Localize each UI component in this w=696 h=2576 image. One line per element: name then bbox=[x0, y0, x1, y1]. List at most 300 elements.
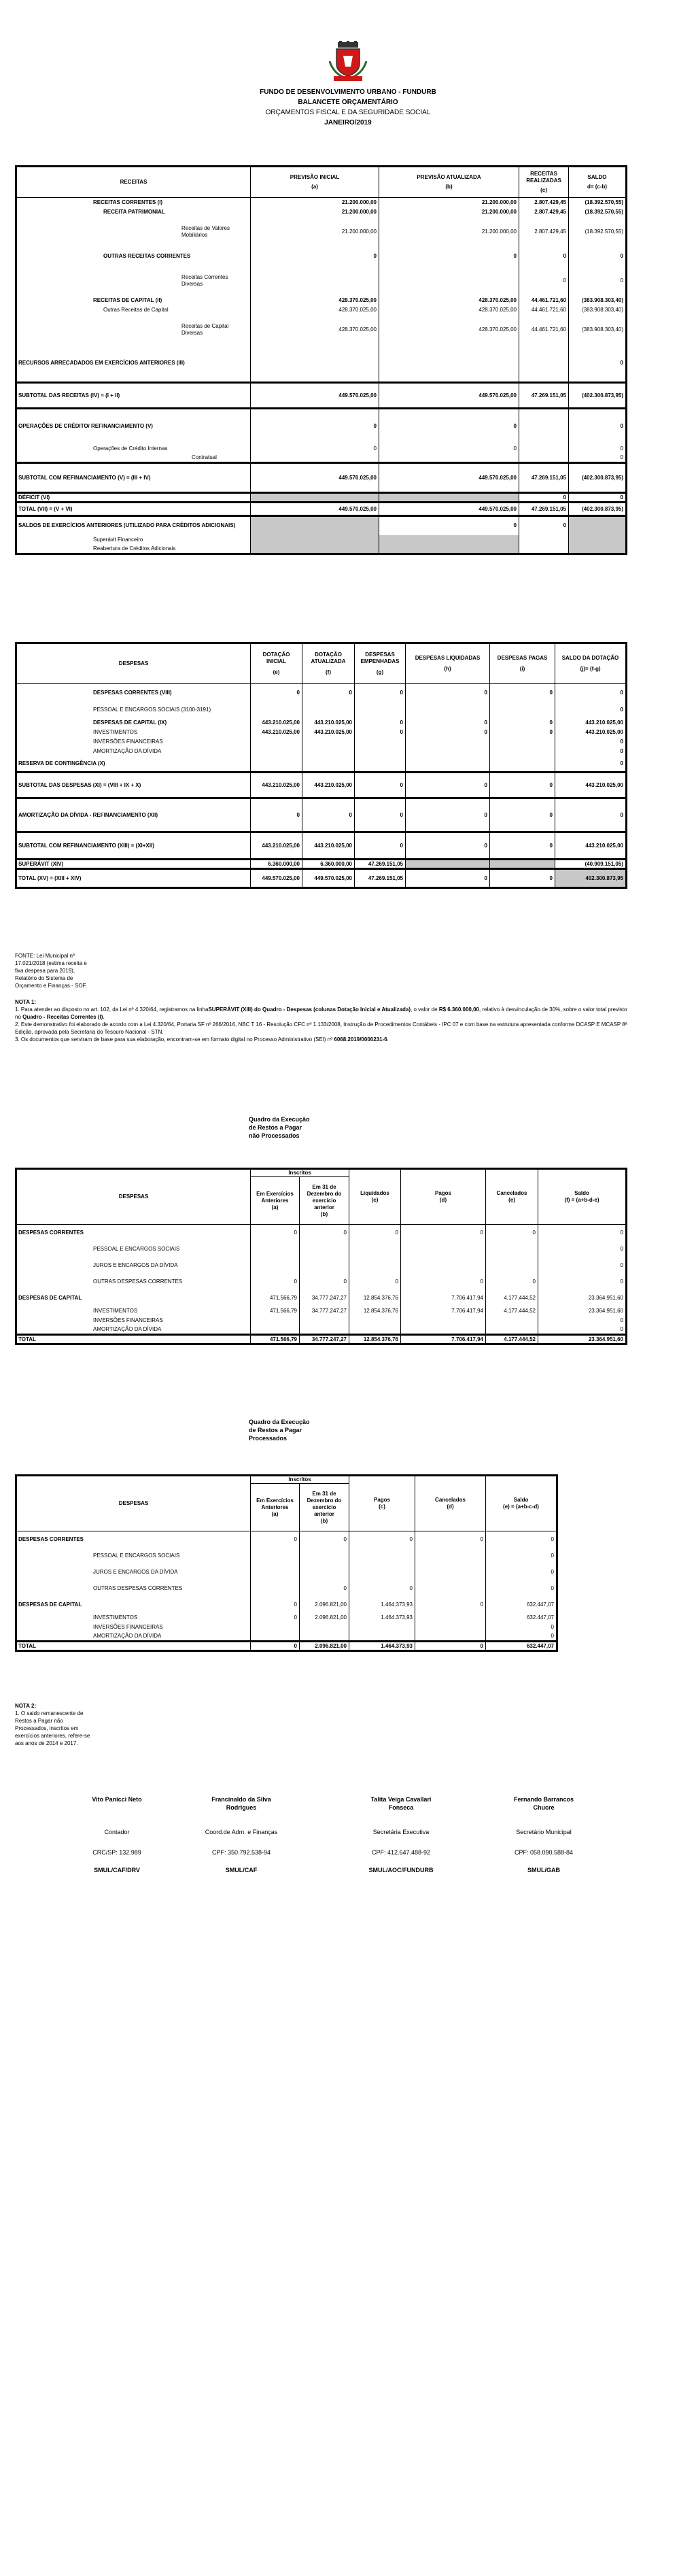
value-h bbox=[406, 702, 490, 718]
rp-row bbox=[16, 1325, 627, 1335]
value-b: 0 bbox=[379, 516, 519, 535]
value-c: 0 bbox=[519, 266, 569, 296]
row-label: OUTRAS RECEITAS CORRENTES bbox=[16, 247, 251, 266]
value-b bbox=[379, 545, 519, 554]
value-b bbox=[300, 1564, 349, 1580]
value-j: 443.210.025,00 bbox=[555, 728, 627, 737]
value-f bbox=[302, 747, 355, 756]
col-header-1 bbox=[302, 643, 355, 684]
col-header-despesas: DESPESAS bbox=[16, 1476, 251, 1531]
value-a: 21.200.000,00 bbox=[251, 217, 379, 247]
despesas-row bbox=[16, 737, 627, 747]
value-e: 632.447,07 bbox=[486, 1613, 557, 1623]
receitas-row bbox=[16, 503, 627, 516]
despesas-row bbox=[16, 860, 627, 869]
value-h: 0 bbox=[406, 832, 490, 860]
value-i bbox=[490, 702, 555, 718]
value-a: 0 bbox=[251, 444, 379, 454]
value-i: 0 bbox=[490, 684, 555, 702]
despesas-row bbox=[16, 869, 627, 888]
value-i bbox=[490, 737, 555, 747]
value-j: 443.210.025,00 bbox=[555, 773, 627, 798]
col-header-h3 bbox=[349, 1476, 415, 1531]
col-header-sub: (i) bbox=[519, 666, 525, 672]
value-j: 443.210.025,00 bbox=[555, 832, 627, 860]
rp-row bbox=[16, 1632, 557, 1642]
value-a: 428.370.025,00 bbox=[251, 296, 379, 305]
value-b: 0 bbox=[300, 1274, 349, 1290]
row-label: DÉFICIT (VI) bbox=[16, 493, 251, 503]
value-b: 428.370.025,00 bbox=[379, 305, 519, 315]
signature-block bbox=[201, 1795, 282, 1874]
value-g: 0 bbox=[355, 832, 406, 860]
col-header-sub: (e) bbox=[273, 669, 280, 675]
value-c: 47.269.151,05 bbox=[519, 503, 569, 516]
receitas-row bbox=[16, 296, 627, 305]
col-header-0 bbox=[251, 167, 379, 198]
value-b: 21.200.000,00 bbox=[379, 207, 519, 217]
col-header-sub: (h) bbox=[444, 666, 451, 672]
value-c: 44.461.721,60 bbox=[519, 315, 569, 345]
signer-name: Francinaldo da Silva Rodrigues bbox=[211, 1796, 271, 1811]
value-a: 449.570.025,00 bbox=[251, 503, 379, 516]
signer-registration: CPF: 058.090.588-84 bbox=[514, 1849, 574, 1856]
value-a bbox=[251, 266, 379, 296]
value-a: 428.370.025,00 bbox=[251, 305, 379, 315]
value-a: 21.200.000,00 bbox=[251, 207, 379, 217]
value-c: 0 bbox=[349, 1580, 415, 1597]
receitas-row bbox=[16, 247, 627, 266]
row-label: PESSOAL E ENCARGOS SOCIAIS bbox=[16, 1241, 251, 1257]
value-e: 0 bbox=[251, 684, 302, 702]
value-d bbox=[401, 1241, 486, 1257]
signature-block bbox=[360, 1795, 442, 1874]
value-d: 0 bbox=[569, 345, 627, 383]
value-e: 4.177.444,52 bbox=[486, 1290, 538, 1306]
value-b: 0 bbox=[379, 409, 519, 444]
rpp-title: Quadro da Execução de Restos a Pagar Processados bbox=[249, 1419, 310, 1442]
value-b bbox=[379, 535, 519, 545]
receitas-row bbox=[16, 516, 627, 535]
nota2-title: NOTA 2: bbox=[15, 1703, 37, 1709]
value-g: 0 bbox=[355, 728, 406, 737]
value-h: 0 bbox=[406, 718, 490, 728]
col-header-title: DOTAÇÃO ATUALIZADA bbox=[311, 651, 346, 664]
value-a bbox=[251, 1632, 300, 1642]
rp-row bbox=[16, 1531, 557, 1548]
rp-row bbox=[16, 1613, 557, 1623]
signer-role: Coord.de Adm. e Finanças bbox=[205, 1829, 278, 1835]
value-e bbox=[486, 1325, 538, 1335]
value-d: (383.908.303,40) bbox=[569, 315, 627, 345]
row-label: INVESTIMENTOS bbox=[16, 728, 251, 737]
value-b: 34.777.247,27 bbox=[300, 1290, 349, 1306]
col-header-title: RECEITAS REALIZADAS bbox=[526, 171, 561, 184]
receitas-row bbox=[16, 444, 627, 454]
value-b bbox=[300, 1325, 349, 1335]
value-b: 0 bbox=[300, 1225, 349, 1241]
value-f: 0 bbox=[538, 1274, 627, 1290]
value-i bbox=[490, 860, 555, 869]
header-period: JANEIRO/2019 bbox=[324, 119, 372, 126]
col-header-sub: (b) bbox=[445, 184, 453, 190]
signature-block bbox=[76, 1795, 158, 1874]
col-header-inscritos: Inscritos bbox=[251, 1169, 349, 1177]
receitas-row bbox=[16, 383, 627, 409]
value-a: 0 bbox=[251, 1531, 300, 1548]
row-label: Contratual bbox=[16, 454, 251, 463]
value-e: 0 bbox=[486, 1548, 557, 1564]
value-f: 23.364.951,60 bbox=[538, 1306, 627, 1316]
value-d: (402.300.873,95) bbox=[569, 503, 627, 516]
value-e: 0 bbox=[486, 1580, 557, 1597]
col-header-4 bbox=[490, 643, 555, 684]
value-b bbox=[300, 1548, 349, 1564]
col-header-title: DESPESAS EMPENHADAS bbox=[360, 651, 400, 664]
nota1-item1 bbox=[15, 1006, 633, 1021]
value-c: 0 bbox=[519, 493, 569, 503]
row-label: OUTRAS DESPESAS CORRENTES bbox=[16, 1274, 251, 1290]
col-header-title: DOTAÇÃO INICIAL bbox=[262, 651, 290, 664]
col-header-title: DESPESAS LIQUIDADAS bbox=[415, 655, 481, 661]
receitas-row bbox=[16, 454, 627, 463]
signer-name: Talita Veiga Cavallari Fonseca bbox=[370, 1796, 432, 1811]
value-b: 0 bbox=[379, 444, 519, 454]
rp-row bbox=[16, 1241, 627, 1257]
value-c bbox=[349, 1316, 401, 1325]
col-header-despesas: DESPESAS bbox=[16, 643, 251, 684]
col-header-title: Liquidados bbox=[360, 1190, 389, 1196]
signer-unit: SMUL/CAF/DRV bbox=[94, 1867, 140, 1874]
col-header-sub: (b) bbox=[320, 1517, 328, 1524]
row-label: INVESTIMENTOS bbox=[16, 1613, 251, 1623]
col-header-sub: (g) bbox=[376, 669, 384, 675]
col-header-h5 bbox=[486, 1169, 538, 1225]
value-c: 47.269.151,05 bbox=[519, 383, 569, 409]
nota2-text: 1. O saldo remanescente de Restos a Pagar não Processados, inscritos em exercícios anteriores, refere-se aos anos de 2014 e 2017. bbox=[15, 1710, 90, 1746]
col-header-sub: (f) bbox=[326, 669, 331, 675]
value-j: 0 bbox=[555, 747, 627, 756]
col-header-sub: (c) bbox=[540, 187, 547, 193]
value-d bbox=[415, 1632, 486, 1642]
col-header-despesas: DESPESAS bbox=[16, 1169, 251, 1225]
col-header-title: Em Exercícios Anteriores bbox=[256, 1190, 294, 1204]
rp-row bbox=[16, 1257, 627, 1274]
value-c: 0 bbox=[519, 247, 569, 266]
value-b bbox=[300, 1632, 349, 1642]
value-a: 21.200.000,00 bbox=[251, 198, 379, 207]
value-c: 12.854.376,76 bbox=[349, 1306, 401, 1316]
value-a bbox=[251, 454, 379, 463]
row-label: AMORTIZAÇÃO DA DÍVIDA bbox=[16, 747, 251, 756]
value-j: 0 bbox=[555, 702, 627, 718]
value-i: 0 bbox=[490, 728, 555, 737]
value-d: 7.706.417,94 bbox=[401, 1335, 486, 1344]
receitas-row bbox=[16, 493, 627, 503]
value-c bbox=[519, 454, 569, 463]
fonte-text: FONTE: Lei Municipal nº 17.021/2018 (estima receita e fixa despesa para 2019), Relatório do Sistema de Orçamento e Finanças - SOF. bbox=[15, 953, 87, 989]
value-b: 21.200.000,00 bbox=[379, 198, 519, 207]
row-label: DESPESAS DE CAPITAL bbox=[16, 1290, 251, 1306]
value-d bbox=[415, 1564, 486, 1580]
row-label: AMORTIZAÇÃO DA DÍVIDA - REFINANCIAMENTO (XII) bbox=[16, 798, 251, 832]
value-c bbox=[349, 1325, 401, 1335]
nota1-item1-text-e: , relativo à desvinculação de 30%, sobre o valor total previsto no bbox=[15, 1006, 627, 1020]
value-c: 1.464.373,93 bbox=[349, 1613, 415, 1623]
receitas-row bbox=[16, 198, 627, 207]
receitas-row bbox=[16, 535, 627, 545]
value-e bbox=[486, 1257, 538, 1274]
receitas-row bbox=[16, 463, 627, 493]
value-a bbox=[251, 1325, 300, 1335]
value-f: 0 bbox=[302, 684, 355, 702]
col-header-sub: (b) bbox=[320, 1210, 328, 1217]
value-j: 0 bbox=[555, 737, 627, 747]
value-d bbox=[415, 1580, 486, 1597]
value-d bbox=[569, 516, 627, 535]
col-header-h5 bbox=[486, 1476, 557, 1531]
value-f: 23.364.951,60 bbox=[538, 1290, 627, 1306]
value-g bbox=[355, 747, 406, 756]
value-d: (18.392.570,55) bbox=[569, 207, 627, 217]
value-b: 34.777.247,27 bbox=[300, 1335, 349, 1344]
value-f bbox=[302, 737, 355, 747]
value-c bbox=[349, 1548, 415, 1564]
value-a: 0 bbox=[251, 1225, 300, 1241]
value-c: 47.269.151,05 bbox=[519, 463, 569, 493]
row-label: Receitas de Valores Mobiliários bbox=[16, 217, 251, 247]
col-header-sub: (d) bbox=[447, 1504, 454, 1510]
despesas-row bbox=[16, 798, 627, 832]
col-header-h1 bbox=[251, 1177, 300, 1225]
nota1-item1-text-g: . bbox=[103, 1014, 105, 1020]
value-a bbox=[251, 545, 379, 554]
value-a bbox=[251, 1564, 300, 1580]
value-a: 471.566,79 bbox=[251, 1335, 300, 1344]
nota1-block bbox=[15, 998, 633, 1043]
value-d: (383.908.303,40) bbox=[569, 305, 627, 315]
receitas-row bbox=[16, 345, 627, 383]
rp-row bbox=[16, 1316, 627, 1325]
value-d bbox=[415, 1548, 486, 1564]
value-c: 0 bbox=[349, 1225, 401, 1241]
row-label: DESPESAS DE CAPITAL (IX) bbox=[16, 718, 251, 728]
col-header-title: SALDO bbox=[587, 174, 607, 180]
value-a: 0 bbox=[251, 1642, 300, 1651]
nota1-title: NOTA 1: bbox=[15, 999, 37, 1005]
value-a bbox=[251, 493, 379, 503]
value-f: 0 bbox=[538, 1316, 627, 1325]
value-a bbox=[251, 1548, 300, 1564]
value-e bbox=[251, 747, 302, 756]
value-b bbox=[379, 345, 519, 383]
value-c: 2.807.429,45 bbox=[519, 207, 569, 217]
value-c: 2.807.429,45 bbox=[519, 198, 569, 207]
col-header-h6 bbox=[538, 1169, 627, 1225]
value-a bbox=[251, 1623, 300, 1632]
rp-row bbox=[16, 1290, 627, 1306]
value-d: 0 bbox=[415, 1531, 486, 1548]
value-b: 0 bbox=[300, 1580, 349, 1597]
signer-registration: CRC/SP: 132.989 bbox=[92, 1849, 141, 1856]
value-i bbox=[490, 747, 555, 756]
row-label: RECEITAS DE CAPITAL (II) bbox=[16, 296, 251, 305]
restos-nao-processados-table bbox=[15, 1168, 627, 1345]
value-b: 428.370.025,00 bbox=[379, 296, 519, 305]
value-a bbox=[251, 516, 379, 535]
value-f: 0 bbox=[538, 1325, 627, 1335]
signer-role: Contador bbox=[104, 1829, 130, 1835]
value-e: 4.177.444,52 bbox=[486, 1335, 538, 1344]
value-b: 449.570.025,00 bbox=[379, 503, 519, 516]
col-header-3 bbox=[406, 643, 490, 684]
value-f: 23.364.951,60 bbox=[538, 1335, 627, 1344]
signer-unit: SMUL/CAF bbox=[225, 1867, 258, 1874]
rp-row bbox=[16, 1548, 557, 1564]
row-label: SUBTOTAL COM REFINANCIAMENTO (V) = (III + IV) bbox=[16, 463, 251, 493]
row-label: Outras Receitas de Capital bbox=[16, 305, 251, 315]
value-b: 2.096.821,00 bbox=[300, 1613, 349, 1623]
value-d bbox=[401, 1257, 486, 1274]
row-label: Receitas Correntes Diversas bbox=[16, 266, 251, 296]
despesas-row bbox=[16, 756, 627, 773]
value-g bbox=[355, 702, 406, 718]
nota1-item1-text-a: 1. Para atender ao disposto no art. 102, da Lei nº 4.320/64, registramos na linha bbox=[15, 1006, 209, 1013]
value-e bbox=[486, 1316, 538, 1325]
value-e: 0 bbox=[486, 1225, 538, 1241]
value-d: 7.706.417,94 bbox=[401, 1306, 486, 1316]
value-b bbox=[300, 1623, 349, 1632]
rp-row bbox=[16, 1274, 627, 1290]
rp-row bbox=[16, 1564, 557, 1580]
value-e: 443.210.025,00 bbox=[251, 728, 302, 737]
row-label: Operações de Crédito Internas bbox=[16, 444, 251, 454]
value-g: 47.269.151,05 bbox=[355, 860, 406, 869]
col-header-title: Pagos bbox=[434, 1190, 451, 1196]
col-header-title: SALDO DA DOTAÇÃO bbox=[561, 655, 619, 661]
value-e: 6.360.000,00 bbox=[251, 860, 302, 869]
row-label: TOTAL bbox=[16, 1335, 251, 1344]
value-c bbox=[349, 1241, 401, 1257]
nota1-item3-process: 6068.2019/0000231-6 bbox=[334, 1036, 387, 1043]
value-b bbox=[300, 1257, 349, 1274]
col-header-0 bbox=[251, 643, 302, 684]
col-header-title: DESPESAS PAGAS bbox=[497, 655, 548, 661]
value-c bbox=[349, 1564, 415, 1580]
value-b bbox=[379, 266, 519, 296]
receitas-row bbox=[16, 545, 627, 554]
despesas-row bbox=[16, 773, 627, 798]
despesas-row bbox=[16, 728, 627, 737]
value-h: 0 bbox=[406, 798, 490, 832]
despesas-row bbox=[16, 747, 627, 756]
value-c bbox=[519, 444, 569, 454]
signature-block bbox=[503, 1795, 585, 1874]
value-d bbox=[569, 545, 627, 554]
receitas-row bbox=[16, 409, 627, 444]
despesas-row bbox=[16, 832, 627, 860]
value-i: 0 bbox=[490, 773, 555, 798]
col-header-title: Cancelados bbox=[435, 1497, 466, 1503]
header-fund-name: FUNDO DE DESENVOLVIMENTO URBANO - FUNDURB bbox=[260, 88, 436, 96]
signer-name: Vito Panicci Neto bbox=[92, 1796, 142, 1803]
col-header-1 bbox=[379, 167, 519, 198]
value-g: 0 bbox=[355, 718, 406, 728]
value-d bbox=[401, 1325, 486, 1335]
row-label: SUPERÁVIT (XIV) bbox=[16, 860, 251, 869]
row-label: Superávit Financeiro bbox=[16, 535, 251, 545]
value-a: 471.566,79 bbox=[251, 1306, 300, 1316]
row-label: Receitas de Capital Diversas bbox=[16, 315, 251, 345]
col-header-sub: (j)= (f-g) bbox=[580, 666, 601, 672]
signer-role: Secretária Executiva bbox=[372, 1829, 430, 1835]
value-c: 12.854.376,76 bbox=[349, 1290, 401, 1306]
value-a bbox=[251, 1580, 300, 1597]
row-label: RECEITA PATRIMONIAL bbox=[16, 207, 251, 217]
col-header-receitas: RECEITAS bbox=[16, 167, 251, 198]
value-e bbox=[486, 1241, 538, 1257]
value-j: 0 bbox=[555, 798, 627, 832]
value-d: 0 bbox=[569, 454, 627, 463]
value-i: 0 bbox=[490, 798, 555, 832]
row-label: JUROS E ENCARGOS DA DÍVIDA bbox=[16, 1564, 251, 1580]
row-label: AMORTIZAÇÃO DA DÍVIDA bbox=[16, 1325, 251, 1335]
value-c: 0 bbox=[349, 1274, 401, 1290]
signer-unit: SMUL/GAB bbox=[527, 1867, 560, 1874]
value-f: 443.210.025,00 bbox=[302, 773, 355, 798]
value-c bbox=[519, 409, 569, 444]
row-label: SUBTOTAL DAS DESPESAS (XI) = (VIII + IX + X) bbox=[16, 773, 251, 798]
col-header-sub: (a) bbox=[271, 1510, 279, 1517]
value-b: 21.200.000,00 bbox=[379, 217, 519, 247]
value-h bbox=[406, 747, 490, 756]
value-a: 0 bbox=[251, 1597, 300, 1613]
row-label: PESSOAL E ENCARGOS SOCIAIS bbox=[16, 1548, 251, 1564]
value-i bbox=[490, 756, 555, 773]
header-report-name: BALANCETE ORÇAMENTÁRIO bbox=[298, 99, 398, 106]
value-a: 0 bbox=[251, 1613, 300, 1623]
value-h: 0 bbox=[406, 773, 490, 798]
col-header-sub: (e) = (a+b-c-d) bbox=[503, 1504, 539, 1510]
receitas-row bbox=[16, 315, 627, 345]
value-d: 0 bbox=[569, 266, 627, 296]
nota1-item2: 2. Este demonstrativo foi elaborado de acordo com a Lei 4.320/64, Portaria SF nº 266/2016, NBC T 16 - Resolução CFC nº 1.133/2008, Instrução de Procedimentos Contábeis - IPC 07 e com base na estrutura apresentada conforme DCASP E MCASP 8ª Edição, aprovada pela Secretaria do Tesouro Nacional - STN. bbox=[15, 1021, 627, 1035]
rpnp-title: Quadro da Execução de Restos a Pagar não Processados bbox=[249, 1116, 310, 1139]
col-header-3 bbox=[569, 167, 627, 198]
value-e: 449.570.025,00 bbox=[251, 869, 302, 888]
row-label: DESPESAS CORRENTES bbox=[16, 1531, 251, 1548]
value-d bbox=[415, 1613, 486, 1623]
value-h: 0 bbox=[406, 684, 490, 702]
col-header-title: Em Exercícios Anteriores bbox=[256, 1497, 294, 1510]
value-j: 0 bbox=[555, 756, 627, 773]
value-f bbox=[302, 702, 355, 718]
value-e: 443.210.025,00 bbox=[251, 773, 302, 798]
value-c bbox=[519, 545, 569, 554]
value-c: 44.461.721,60 bbox=[519, 296, 569, 305]
value-a: 428.370.025,00 bbox=[251, 315, 379, 345]
row-label: SUBTOTAL DAS RECEITAS (IV) = (I + II) bbox=[16, 383, 251, 409]
nota1-item1-text-c: , o valor de bbox=[411, 1006, 438, 1013]
value-b: 449.570.025,00 bbox=[379, 463, 519, 493]
value-e: 632.447,07 bbox=[486, 1597, 557, 1613]
value-a: 0 bbox=[251, 1274, 300, 1290]
value-e: 0 bbox=[486, 1623, 557, 1632]
col-header-sub: (a) bbox=[311, 184, 318, 190]
value-c bbox=[349, 1257, 401, 1274]
value-a bbox=[251, 535, 379, 545]
row-label: INVERSÕES FINANCEIRAS bbox=[16, 1623, 251, 1632]
